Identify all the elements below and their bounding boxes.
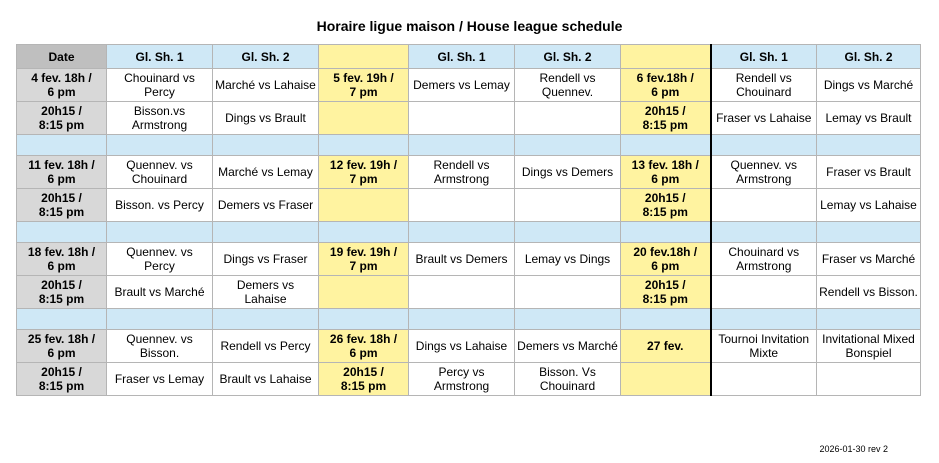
header-sheet-1: Gl. Sh. 1 xyxy=(711,45,817,69)
separator-cell xyxy=(409,135,515,156)
table-row xyxy=(17,276,921,309)
separator-cell xyxy=(621,135,711,156)
day-cell xyxy=(319,189,409,222)
separator-cell xyxy=(17,135,107,156)
sheet-2-game xyxy=(515,102,621,135)
separator-cell xyxy=(711,309,817,330)
sheet-1-game: Dings vs Lahaise xyxy=(409,330,515,363)
separator-cell xyxy=(515,309,621,330)
day-cell: 19 fev. 19h / 7 pm xyxy=(319,243,409,276)
sheet-1-game: Percy vs Armstrong xyxy=(409,363,515,396)
date-cell: 20h15 / 8:15 pm xyxy=(17,102,107,135)
sheet-2-game xyxy=(515,189,621,222)
day-cell: 20h15 / 8:15 pm xyxy=(621,102,711,135)
day-cell: 20h15 / 8:15 pm xyxy=(621,276,711,309)
sheet-2-game: Lemay vs Lahaise xyxy=(817,189,921,222)
header-sheet-1: Gl. Sh. 1 xyxy=(409,45,515,69)
separator-cell xyxy=(409,222,515,243)
separator-cell xyxy=(213,135,319,156)
table-row xyxy=(17,189,921,222)
separator-cell xyxy=(107,309,213,330)
sheet-2-game: Bisson. Vs Chouinard xyxy=(515,363,621,396)
separator-cell xyxy=(621,222,711,243)
sheet-2-game: Marché vs Lemay xyxy=(213,156,319,189)
sheet-2-game: Lemay vs Dings xyxy=(515,243,621,276)
date-cell: 25 fev. 18h / 6 pm xyxy=(17,330,107,363)
separator-cell xyxy=(107,135,213,156)
sheet-2-game: Fraser vs Brault xyxy=(817,156,921,189)
sheet-2-game: Invitational Mixed Bonspiel xyxy=(817,330,921,363)
sheet-1-game: Rendell vs Chouinard xyxy=(711,69,817,102)
sheet-1-game xyxy=(409,189,515,222)
header-row xyxy=(17,45,921,69)
sheet-2-game: Dings vs Brault xyxy=(213,102,319,135)
week-separator xyxy=(17,309,921,330)
day-cell: 5 fev. 19h / 7 pm xyxy=(319,69,409,102)
separator-cell xyxy=(515,222,621,243)
header-sheet-2: Gl. Sh. 2 xyxy=(515,45,621,69)
date-cell: 11 fev. 18h / 6 pm xyxy=(17,156,107,189)
sheet-2-game: Demers vs Marché xyxy=(515,330,621,363)
header-sheet-2: Gl. Sh. 2 xyxy=(817,45,921,69)
sheet-2-game: Demers vs Fraser xyxy=(213,189,319,222)
separator-cell xyxy=(17,309,107,330)
revision-note: 2026-01-30 rev 2 xyxy=(819,444,888,454)
sheet-1-game xyxy=(711,276,817,309)
sheet-1-game xyxy=(409,102,515,135)
separator-cell xyxy=(515,135,621,156)
sheet-2-game: Marché vs Lahaise xyxy=(213,69,319,102)
sheet-2-game: Demers vs Lahaise xyxy=(213,276,319,309)
date-cell: 20h15 / 8:15 pm xyxy=(17,363,107,396)
sheet-1-game: Bisson.vs Armstrong xyxy=(107,102,213,135)
table-row xyxy=(17,363,921,396)
day-cell xyxy=(621,363,711,396)
separator-cell xyxy=(409,309,515,330)
sheet-1-game xyxy=(409,276,515,309)
date-cell: 20h15 / 8:15 pm xyxy=(17,276,107,309)
day-cell: 6 fev.18h / 6 pm xyxy=(621,69,711,102)
date-cell: 20h15 / 8:15 pm xyxy=(17,189,107,222)
sheet-1-game: Brault vs Marché xyxy=(107,276,213,309)
table-row xyxy=(17,330,921,363)
separator-cell xyxy=(621,309,711,330)
day-cell: 27 fev. xyxy=(621,330,711,363)
sheet-1-game: Demers vs Lemay xyxy=(409,69,515,102)
header-day xyxy=(621,45,711,69)
week-separator xyxy=(17,135,921,156)
sheet-1-game: Quennev. vs Chouinard xyxy=(107,156,213,189)
separator-cell xyxy=(711,222,817,243)
header-day xyxy=(319,45,409,69)
day-cell xyxy=(319,102,409,135)
sheet-2-game: Dings vs Demers xyxy=(515,156,621,189)
separator-cell xyxy=(319,222,409,243)
sheet-2-game: Fraser vs Marché xyxy=(817,243,921,276)
sheet-1-game: Quennev. vs Bisson. xyxy=(107,330,213,363)
day-cell: 20h15 / 8:15 pm xyxy=(319,363,409,396)
day-cell: 13 fev. 18h / 6 pm xyxy=(621,156,711,189)
day-cell xyxy=(319,276,409,309)
table-row xyxy=(17,69,921,102)
sheet-1-game: Rendell vs Armstrong xyxy=(409,156,515,189)
schedule-table xyxy=(16,44,921,396)
separator-cell xyxy=(213,309,319,330)
sheet-1-game: Brault vs Demers xyxy=(409,243,515,276)
day-cell: 20 fev.18h / 6 pm xyxy=(621,243,711,276)
sheet-2-game xyxy=(515,276,621,309)
table-row xyxy=(17,102,921,135)
separator-cell xyxy=(817,135,921,156)
separator-cell xyxy=(711,135,817,156)
day-cell: 26 fev. 18h / 6 pm xyxy=(319,330,409,363)
separator-cell xyxy=(213,222,319,243)
sheet-2-game: Rendell vs Bisson. xyxy=(817,276,921,309)
table-row xyxy=(17,156,921,189)
sheet-2-game: Dings vs Fraser xyxy=(213,243,319,276)
header-sheet-2: Gl. Sh. 2 xyxy=(213,45,319,69)
day-cell: 20h15 / 8:15 pm xyxy=(621,189,711,222)
sheet-1-game: Chouinard vs Armstrong xyxy=(711,243,817,276)
week-separator xyxy=(17,222,921,243)
page-title: Horaire ligue maison / House league schedule xyxy=(316,18,623,34)
separator-cell xyxy=(17,222,107,243)
separator-cell xyxy=(817,309,921,330)
sheet-2-game: Rendell vs Percy xyxy=(213,330,319,363)
sheet-1-game: Bisson. vs Percy xyxy=(107,189,213,222)
sheet-1-game: Tournoi Invitation Mixte xyxy=(711,330,817,363)
sheet-1-game: Fraser vs Lemay xyxy=(107,363,213,396)
sheet-1-game xyxy=(711,363,817,396)
sheet-2-game: Brault vs Lahaise xyxy=(213,363,319,396)
header-sheet-1: Gl. Sh. 1 xyxy=(107,45,213,69)
date-cell: 4 fev. 18h / 6 pm xyxy=(17,69,107,102)
sheet-2-game: Dings vs Marché xyxy=(817,69,921,102)
separator-cell xyxy=(817,222,921,243)
sheet-1-game: Fraser vs Lahaise xyxy=(711,102,817,135)
header-date: Date xyxy=(17,45,107,69)
sheet-1-game xyxy=(711,189,817,222)
separator-cell xyxy=(319,309,409,330)
sheet-1-game: Quennev. vs Armstrong xyxy=(711,156,817,189)
day-cell: 12 fev. 19h / 7 pm xyxy=(319,156,409,189)
separator-cell xyxy=(107,222,213,243)
sheet-2-game: Rendell vs Quennev. xyxy=(515,69,621,102)
sheet-1-game: Quennev. vs Percy xyxy=(107,243,213,276)
sheet-2-game xyxy=(817,363,921,396)
date-cell: 18 fev. 18h / 6 pm xyxy=(17,243,107,276)
sheet-2-game: Lemay vs Brault xyxy=(817,102,921,135)
table-row xyxy=(17,243,921,276)
sheet-1-game: Chouinard vs Percy xyxy=(107,69,213,102)
separator-cell xyxy=(319,135,409,156)
